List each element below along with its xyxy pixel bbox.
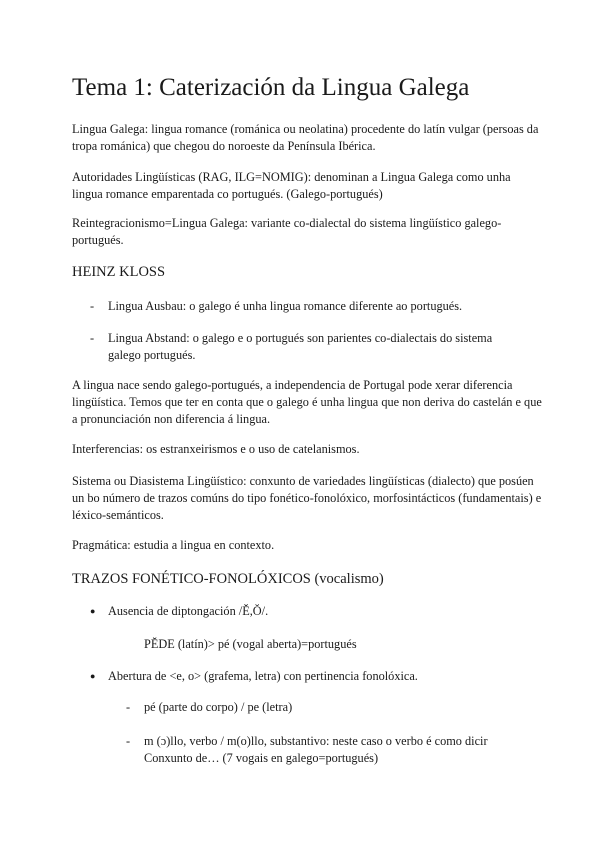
page-title: Tema 1: Caterización da Lingua Galega — [72, 74, 470, 101]
heading-trazos: TRAZOS FONÉTICO-FONOLÓXICOS (vocalismo) — [72, 571, 384, 587]
paragraph-pragmatica: Pragmática: estudia a lingua en contexto. — [72, 538, 275, 552]
list-item-text: m (ɔ)llo, verbo / m(o)llo, substantivo: neste caso o verbo é como dicir Conxunto de… (7 vogais en galego=portugués) — [144, 734, 488, 765]
paragraph-lingua-galega: Lingua Galega: lingua romance (románica ou neolatina) procedente do latín vulgar (persoas da tropa románica) que chegou do noroeste da Península Ibérica. — [72, 122, 539, 153]
paragraph-sistema: Sistema ou Diasistema Lingüístico: conxunto de variedades lingüísticas (dialecto) que posúen un bo número de trazos comúns do tipo fonético-fonolóxico, morfosintácticos (fundamentais) e léxico-semánticos. — [72, 474, 542, 522]
bullet-marker: ● — [90, 671, 96, 681]
dash-marker: - — [126, 734, 131, 748]
dash-marker: - — [126, 700, 131, 714]
list-item-text: Ausencia de diptongación /Ě,Ŏ/. — [108, 604, 269, 618]
paragraph-interferencias: Interferencias: os estranxeirismos e o uso de catelanismos. — [72, 442, 360, 456]
example-text: PĔDE (latín)> pé (vogal aberta)=portugués — [144, 637, 357, 651]
list-item-text: Lingua Abstand: o galego e o portugués son parientes co-dialectais do sistema galego portugués. — [108, 331, 493, 362]
dash-marker: - — [90, 331, 95, 345]
heading-heinz-kloss: HEINZ KLOSS — [72, 264, 166, 280]
list-item-text: pé (parte do corpo) / pe (letra) — [144, 700, 293, 714]
bullet-marker: ● — [90, 606, 96, 616]
list-item-text: Lingua Ausbau: o galego é unha lingua romance diferente ao portugués. — [108, 299, 463, 313]
list-item-text: Abertura de <e, o> (grafema, letra) con pertinencia fonolóxica. — [108, 669, 418, 683]
paragraph-reintegracionismo: Reintegracionismo=Lingua Galega: variante co-dialectal do sistema lingüístico galego-portugués. — [72, 216, 502, 247]
dash-marker: - — [90, 299, 95, 313]
paragraph-lingua-nace: A lingua nace sendo galego-portugués, a independencia de Portugal pode xerar diferencia lingüística. Temos que ter en conta que o galego é unha lingua que non deriva do castelán e que a pronunciación non diferencia á lingua. — [72, 378, 542, 426]
paragraph-autoridades: Autoridades Lingüísticas (RAG, ILG=NOMIG): denominan a Lingua Galega como unha lingua romance emparentada co portugués. (Galego-portugués) — [72, 170, 511, 201]
